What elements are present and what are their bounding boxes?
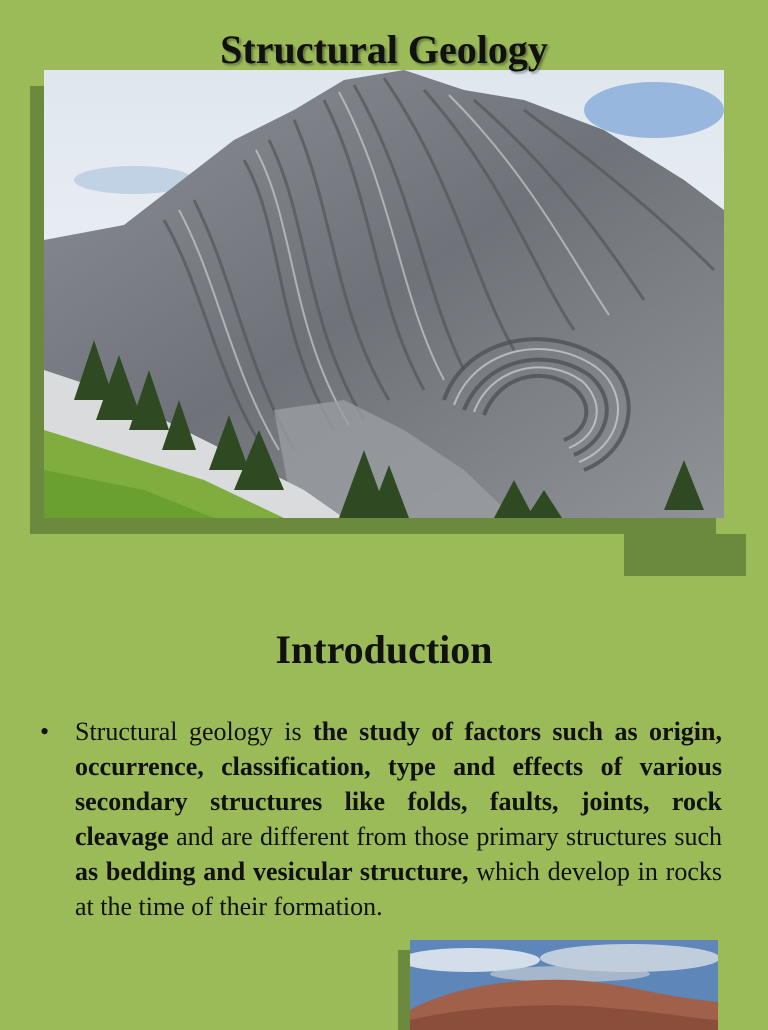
bullet-text [75,714,722,924]
photo-shadow-tab [624,534,746,576]
folded-rock-illustration [44,70,724,518]
bullet-segment: which develop in rocks at the time of their formation. [75,857,722,921]
section-heading: Introduction [275,627,493,672]
landscape-illustration [410,940,718,1030]
bullet-marker: • [40,717,50,746]
bullet-segment: and are different from those primary structures such [168,822,722,851]
slide-title: Structural Geology [220,27,548,72]
folded-rock-mountain-photo [44,70,724,518]
bullet-segment-bold: the study of factors such as origin, occurrence, classification, type and effects of various secondary structures like folds, faults, joints, rock cleavage [75,717,722,851]
bullet-segment-bold: as bedding and vesicular structure, [75,857,469,886]
landscape-photo [410,940,718,1030]
bullet-item [40,714,722,924]
bullet-segment: Structural geology is [75,717,314,746]
